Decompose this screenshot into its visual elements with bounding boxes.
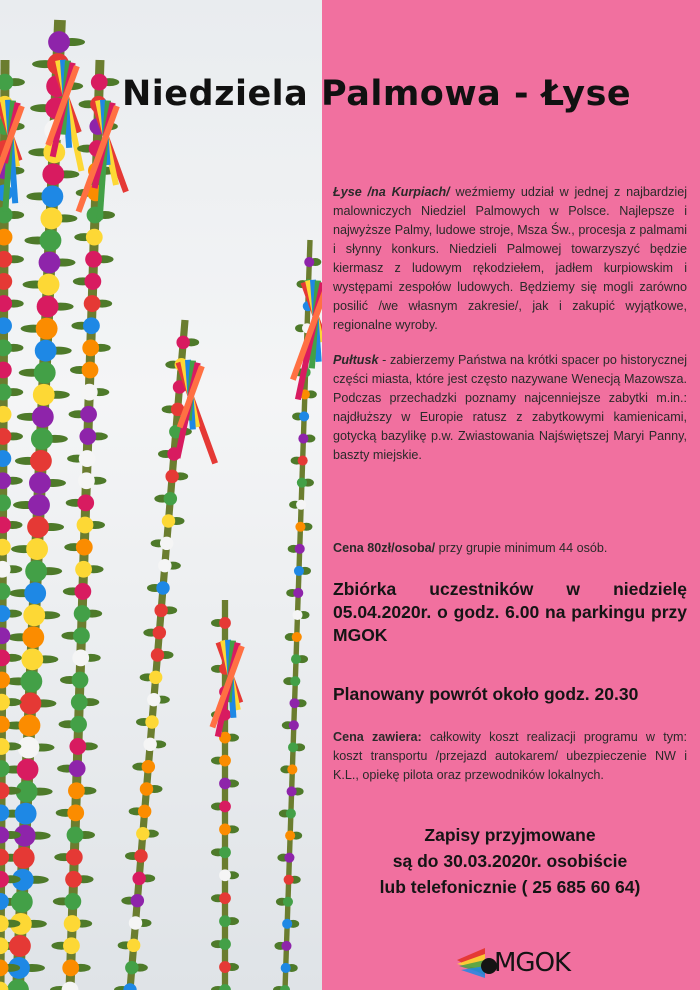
signup-line-1: Zapisy przyjmowane	[424, 825, 596, 845]
meeting-info: Zbiórka uczestników w niedzielę 05.04.2020r. o godz. 6.00 na parkingu przy MGOK	[333, 579, 687, 645]
palm-photo	[0, 0, 322, 990]
page-title: Niedziela Palmowa - Łyse	[122, 74, 632, 114]
price-line	[333, 541, 687, 555]
signup-info	[333, 822, 687, 900]
price-lead: Cena 80zł/osoba/	[333, 541, 436, 555]
lyse-text: weźmiemy udział w jednej z najbardziej malowniczych Niedziel Palmowych w Polsce. Najlepsze i najwyższe Palmy, ludowe stroje, Msza Św., procesja z palmami i słynny konkurs. Niedzieli Palmowej towarzyszyć będzie kiermasz z ludowym rękodziełem, jadłem kurpiowskim i występami zespołów ludowych. Będziemy się mogli zarówno posilić /we własnym zakresie/, jak i zakupić wyjątkowe, regionalne wyroby.	[333, 185, 687, 332]
includes-lead: Cena zawiera:	[333, 730, 422, 744]
logo-text: MGOK	[494, 948, 571, 978]
pultusk-text: - zabierzemy Państwa na krótki spacer po historycznej części miasta, które jest często nazywane Wenecją Mazowsza. Podczas przechadzki poznamy najcenniejsze zabytki m.in.: najdłuższy w Europie ratusz z zabytkowymi kamienicami, gotycką bazylikę p.w. Zwiastowania Najświętszej Maryi Panny, baszty miejskie.	[333, 353, 687, 462]
palm-illustration	[0, 0, 322, 990]
price-text: przy grupie minimum 44 osób.	[435, 541, 608, 555]
paragraph-pultusk	[333, 351, 687, 465]
return-time: Planowany powrót około godz. 20.30	[333, 684, 639, 704]
paragraph-lyse	[333, 183, 687, 335]
signup-line-3: lub telefonicznie ( 25 685 60 64)	[379, 877, 641, 897]
lyse-lead: Łyse /na Kurpiach/	[333, 185, 450, 199]
paragraph-includes	[333, 728, 687, 785]
includes-text: całkowity koszt realizacji programu w tym: koszt transportu /przejazd autokarem/ ubezpieczenie NW i K.L., opiekę pilota oraz przewodników lokalnych.	[333, 730, 687, 782]
pultusk-lead: Pułtusk	[333, 353, 379, 367]
signup-line-2: są do 30.03.2020r. osobiście	[392, 851, 628, 871]
